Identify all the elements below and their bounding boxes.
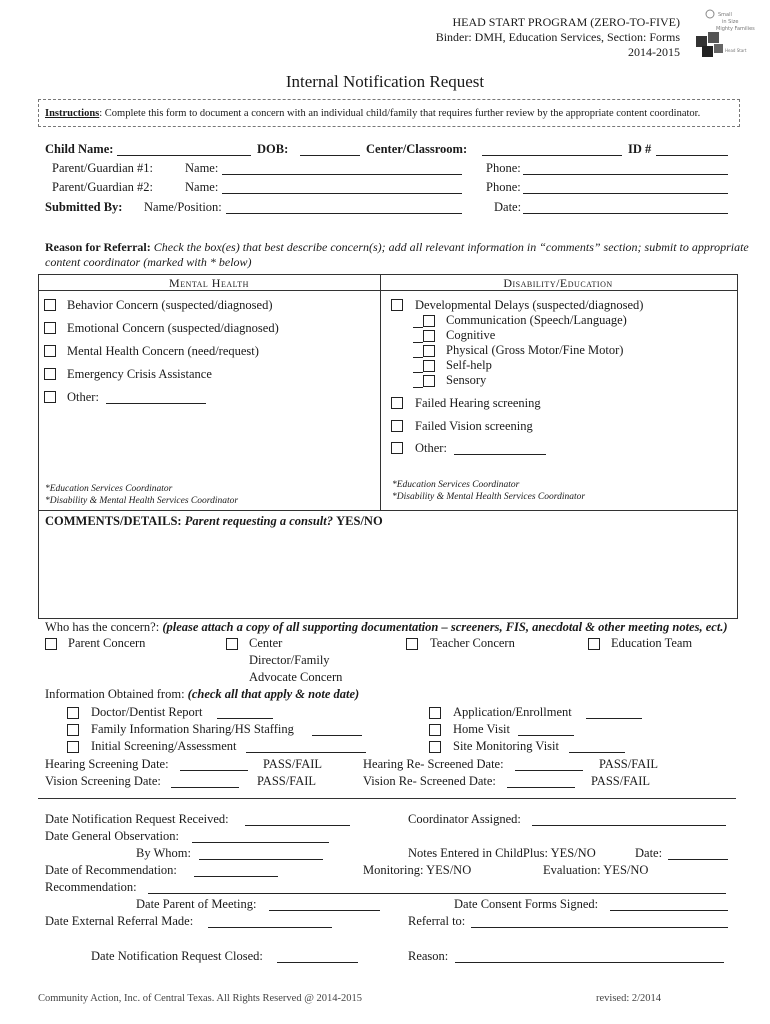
doctor-report-date[interactable] [217, 706, 273, 719]
parent-concern-label: Parent Concern [68, 636, 146, 650]
disability-education-heading: Disability/Education [503, 276, 613, 290]
section-divider [38, 798, 736, 799]
pg1-phone-label: Phone: [486, 161, 521, 175]
pg2-name-label: Name: [185, 180, 219, 194]
childplus-date-label: Date: [635, 846, 663, 860]
cognitive-label: Cognitive [446, 328, 496, 342]
self-help-label: Self-help [446, 358, 492, 372]
school-year: 2014-2015 [628, 45, 680, 59]
mental-health-heading: Mental Health [169, 276, 249, 290]
center-classroom-label: Center/Classroom: [366, 142, 468, 156]
teacher-concern-label: Teacher Concern [430, 636, 515, 650]
child-name-field[interactable] [117, 143, 251, 156]
de-other-label: Other: [415, 441, 447, 455]
home-visit-label: Home Visit [453, 722, 511, 736]
application-enrollment-checkbox[interactable] [429, 707, 441, 719]
instructions-text: Instructions: Complete this form to document a concern with an individual child/family that requires further review by the appropriate content coordinator. [45, 108, 701, 119]
de-other-checkbox[interactable] [391, 442, 403, 454]
childplus-date-field[interactable] [668, 847, 728, 860]
mh-other-field[interactable] [106, 391, 206, 404]
developmental-delays-checkbox[interactable] [391, 299, 403, 311]
parent-guardian-2-label: Parent/Guardian #2: [52, 180, 154, 194]
physical-checkbox[interactable] [423, 345, 435, 357]
recommendation-date-field[interactable] [194, 864, 278, 877]
center-concern-label-3: Advocate Concern [249, 670, 343, 684]
failed-vision-checkbox[interactable] [391, 420, 403, 432]
hearing-rescreen-date[interactable] [515, 758, 583, 771]
doctor-report-checkbox[interactable] [67, 707, 79, 719]
program-title: HEAD START PROGRAM (ZERO-TO-FIVE) [452, 15, 680, 29]
education-team-checkbox[interactable] [588, 638, 600, 650]
evaluation-label: Evaluation: YES/NO [543, 863, 649, 877]
by-whom-field[interactable] [199, 847, 323, 860]
cognitive-checkbox[interactable] [423, 330, 435, 342]
mh-coordinator-2: *Disability & Mental Health Services Coordinator [45, 496, 239, 506]
de-coordinator-1: *Education Services Coordinator [392, 480, 520, 490]
vision-pass-fail: PASS/FAIL [257, 774, 317, 788]
communication-checkbox[interactable] [423, 315, 435, 327]
svg-text:in Size: in Size [722, 19, 739, 25]
info-obtained-label: Information Obtained from: (check all that apply & note date) [45, 687, 360, 701]
vision-rescreen-pass-fail: PASS/FAIL [591, 774, 651, 788]
recommendation-date-label: Date of Recommendation: [45, 863, 177, 877]
reason-field[interactable] [455, 950, 724, 963]
initial-screening-label: Initial Screening/Assessment [91, 739, 237, 753]
pg2-phone-label: Phone: [486, 180, 521, 194]
request-closed-label: Date Notification Request Closed: [91, 949, 263, 963]
site-monitoring-checkbox[interactable] [429, 741, 441, 753]
education-team-label: Education Team [611, 636, 693, 650]
developmental-delays-label: Developmental Delays (suspected/diagnosed) [415, 298, 644, 312]
initial-screening-checkbox[interactable] [67, 741, 79, 753]
home-visit-checkbox[interactable] [429, 724, 441, 736]
vision-screening-label: Vision Screening Date: [45, 774, 161, 788]
submitted-date-label: Date: [494, 200, 522, 214]
referral-instructions: Reason for Referral: Check the box(es) that best describe concern(s); add all relevant information in “comments” section; submit to appropriate [45, 240, 749, 254]
behavior-concern-checkbox[interactable] [44, 299, 56, 311]
self-help-blank[interactable] [413, 360, 423, 373]
svg-text:Mighty Families: Mighty Families [716, 26, 755, 32]
emotional-concern-checkbox[interactable] [44, 322, 56, 334]
submitted-date-field[interactable] [523, 201, 728, 214]
physical-label: Physical (Gross Motor/Fine Motor) [446, 343, 624, 357]
center-concern-label-1: Center [249, 636, 283, 650]
referral-instructions-line2: content coordinator (marked with * below) [45, 255, 252, 269]
mental-health-concern-label: Mental Health Concern (need/request) [67, 344, 259, 358]
hearing-screening-label: Hearing Screening Date: [45, 757, 169, 771]
notes-childplus-label: Notes Entered in ChildPlus: YES/NO [408, 846, 596, 860]
physical-blank[interactable] [413, 345, 423, 358]
hearing-pass-fail: PASS/FAIL [263, 757, 323, 771]
initial-screening-date[interactable] [246, 740, 366, 753]
failed-vision-label: Failed Vision screening [415, 419, 533, 433]
center-classroom-field[interactable] [482, 143, 622, 156]
doctor-report-label: Doctor/Dentist Report [91, 705, 203, 719]
pg1-phone-field[interactable] [523, 162, 728, 175]
parent-meeting-label: Date Parent of Meeting: [136, 897, 257, 911]
submitted-by-label: Submitted By: [45, 200, 123, 214]
communication-label: Communication (Speech/Language) [446, 313, 627, 327]
emotional-concern-label: Emotional Concern (suspected/diagnosed) [67, 321, 279, 335]
id-field[interactable] [656, 143, 728, 156]
id-label: ID # [628, 142, 652, 156]
site-monitoring-date[interactable] [569, 740, 625, 753]
consent-signed-label: Date Consent Forms Signed: [454, 897, 599, 911]
center-concern-checkbox[interactable] [226, 638, 238, 650]
dob-label: DOB: [257, 142, 289, 156]
sensory-checkbox[interactable] [423, 375, 435, 387]
pg2-name-field[interactable] [222, 181, 462, 194]
date-received-field[interactable] [245, 813, 350, 826]
external-referral-field[interactable] [208, 915, 332, 928]
form-title: Internal Notification Request [285, 72, 485, 91]
de-other-field[interactable] [454, 442, 546, 455]
sensory-blank[interactable] [413, 375, 423, 388]
referral-to-label: Referral to: [408, 914, 466, 928]
mh-other-label: Other: [67, 390, 99, 404]
hearing-screening-date[interactable] [180, 758, 248, 771]
hearing-rescreen-pass-fail: PASS/FAIL [599, 757, 659, 771]
pg1-name-field[interactable] [222, 162, 462, 175]
name-position-field[interactable] [226, 201, 462, 214]
emergency-crisis-checkbox[interactable] [44, 368, 56, 380]
general-observation-field[interactable] [192, 830, 329, 843]
footer-revised: revised: 2/2014 [596, 993, 662, 1004]
parent-meeting-field[interactable] [269, 898, 380, 911]
self-help-checkbox[interactable] [423, 360, 435, 372]
external-referral-label: Date External Referral Made: [45, 914, 194, 928]
date-received-label: Date Notification Request Received: [45, 812, 229, 826]
parent-guardian-1-label: Parent/Guardian #1: [52, 161, 154, 175]
cognitive-blank[interactable] [413, 330, 423, 343]
by-whom-label: By Whom: [136, 846, 191, 860]
family-info-date[interactable] [312, 723, 362, 736]
application-enrollment-label: Application/Enrollment [453, 705, 572, 719]
family-info-checkbox[interactable] [67, 724, 79, 736]
emergency-crisis-label: Emergency Crisis Assistance [67, 367, 212, 381]
communication-blank[interactable] [413, 315, 423, 328]
vision-screening-date[interactable] [171, 775, 239, 788]
comments-label: COMMENTS/DETAILS: Parent requesting a consult? YES/NO [45, 514, 383, 528]
svg-text:Head Start: Head Start [725, 48, 747, 53]
mental-health-concern-checkbox[interactable] [44, 345, 56, 357]
svg-text:Small: Small [718, 12, 732, 18]
head-start-logo [688, 8, 755, 60]
general-observation-label: Date General Observation: [45, 829, 179, 843]
recommendation-label: Recommendation: [45, 880, 137, 894]
teacher-concern-checkbox[interactable] [406, 638, 418, 650]
de-coordinator-2: *Disability & Mental Health Services Coordinator [392, 492, 586, 502]
monitoring-label: Monitoring: YES/NO [363, 863, 472, 877]
behavior-concern-label: Behavior Concern (suspected/diagnosed) [67, 298, 273, 312]
referral-table-divider [380, 274, 381, 510]
mh-coordinator-1: *Education Services Coordinator [45, 484, 173, 494]
failed-hearing-checkbox[interactable] [391, 397, 403, 409]
coordinator-assigned-field[interactable] [532, 813, 726, 826]
application-enrollment-date[interactable] [586, 706, 642, 719]
dob-field[interactable] [300, 143, 360, 156]
child-name-label: Child Name: [45, 142, 114, 156]
failed-hearing-label: Failed Hearing screening [415, 396, 541, 410]
reason-label: Reason: [408, 949, 449, 963]
parent-concern-checkbox[interactable] [45, 638, 57, 650]
site-monitoring-label: Site Monitoring Visit [453, 739, 559, 753]
pg2-phone-field[interactable] [523, 181, 728, 194]
pg1-name-label: Name: [185, 161, 219, 175]
hearing-rescreen-label: Hearing Re- Screened Date: [363, 757, 504, 771]
binder-info: Binder: DMH, Education Services, Section: Forms [435, 30, 680, 44]
referral-to-field[interactable] [471, 915, 728, 928]
request-closed-field[interactable] [277, 950, 358, 963]
footer-copyright: Community Action, Inc. of Central Texas. All Rights Reserved @ 2014-2015 [38, 993, 362, 1004]
vision-rescreen-label: Vision Re- Screened Date: [363, 774, 496, 788]
coordinator-assigned-label: Coordinator Assigned: [408, 812, 521, 826]
name-position-label: Name/Position: [144, 200, 222, 214]
consent-signed-field[interactable] [610, 898, 728, 911]
recommendation-field[interactable] [148, 881, 726, 894]
vision-rescreen-date[interactable] [507, 775, 575, 788]
home-visit-date[interactable] [518, 723, 574, 736]
sensory-label: Sensory [446, 373, 487, 387]
center-concern-label-2: Director/Family [249, 653, 330, 667]
mh-other-checkbox[interactable] [44, 391, 56, 403]
family-info-label: Family Information Sharing/HS Staffing [91, 722, 294, 736]
who-has-concern: Who has the concern?: (please attach a copy of all supporting documentation – screeners, FIS, anecdotal & other meeting notes, ect.) [45, 620, 728, 634]
